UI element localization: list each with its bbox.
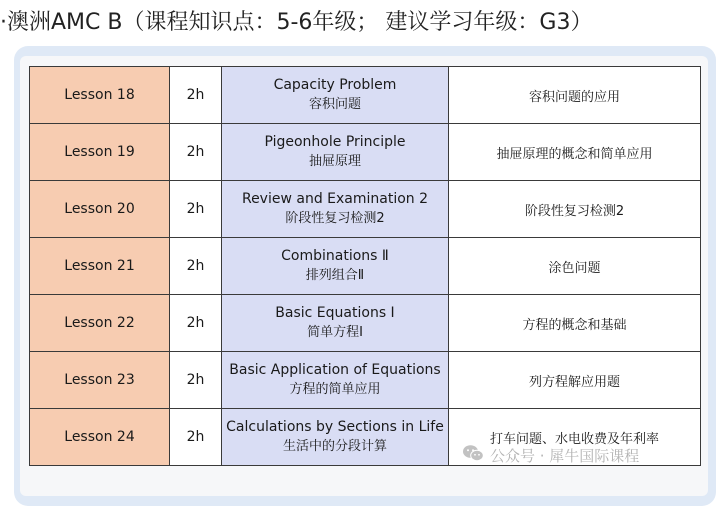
topic-cell — [222, 67, 449, 124]
lesson-number-cell: Lesson 23 — [30, 352, 170, 409]
topic-cell — [222, 352, 449, 409]
duration-cell: 2h — [170, 181, 222, 238]
topic-cell — [222, 238, 449, 295]
content-cell: 打车问题、水电收费及年利率 — [449, 409, 701, 466]
duration-cell: 2h — [170, 295, 222, 352]
duration-cell: 2h — [170, 238, 222, 295]
lesson-number-cell: Lesson 20 — [30, 181, 170, 238]
content-cell: 抽屉原理的概念和简单应用 — [449, 124, 701, 181]
table-row — [30, 124, 701, 181]
duration-cell: 2h — [170, 352, 222, 409]
page-title: ·澳洲AMC B（课程知识点：5-6年级； 建议学习年级：G3） — [0, 10, 593, 35]
topic-cell — [222, 295, 449, 352]
lesson-number-cell: Lesson 22 — [30, 295, 170, 352]
table-row — [30, 295, 701, 352]
table-row — [30, 67, 701, 124]
lesson-number-cell: Lesson 18 — [30, 67, 170, 124]
table-row — [30, 181, 701, 238]
topic-english: Pigeonhole Principle — [264, 134, 406, 150]
duration-cell: 2h — [170, 124, 222, 181]
wechat-icon — [462, 444, 484, 469]
table-row — [30, 238, 701, 295]
topic-english: Capacity Problem — [273, 77, 397, 93]
topic-chinese: 容积问题 — [308, 97, 361, 112]
topic-english: Review and Examination 2 — [241, 191, 429, 207]
topic-cell — [222, 409, 449, 466]
topic-english: Combinations Ⅱ — [281, 248, 389, 264]
topic-cell — [222, 181, 449, 238]
content-cell: 涂色问题 — [449, 238, 701, 295]
content-cell: 方程的概念和基础 — [449, 295, 701, 352]
topic-chinese: 排列组合Ⅱ — [305, 268, 365, 283]
topic-chinese: 方程的简单应用 — [289, 382, 381, 397]
duration-cell: 2h — [170, 409, 222, 466]
duration-cell: 2h — [170, 67, 222, 124]
topic-chinese: 生活中的分段计算 — [282, 439, 387, 454]
content-cell: 列方程解应用题 — [449, 352, 701, 409]
topic-english: Calculations by Sections in Life — [226, 419, 444, 435]
content-cell: 阶段性复习检测2 — [449, 181, 701, 238]
topic-chinese: 阶段性复习检测2 — [285, 211, 385, 226]
table-row — [30, 352, 701, 409]
topic-chinese: 抽屉原理 — [308, 154, 361, 169]
watermark — [462, 444, 639, 468]
topic-english: Basic Application of Equations — [229, 362, 441, 378]
lesson-number-cell: Lesson 19 — [30, 124, 170, 181]
lesson-table — [29, 66, 701, 466]
topic-english: Basic Equations Ⅰ — [275, 305, 395, 321]
lesson-number-cell: Lesson 24 — [30, 409, 170, 466]
lesson-number-cell: Lesson 21 — [30, 238, 170, 295]
content-cell: 容积问题的应用 — [449, 67, 701, 124]
topic-cell — [222, 124, 449, 181]
watermark-text: 公众号 · 犀牛国际课程 — [490, 447, 640, 465]
topic-chinese: 简单方程Ⅰ — [307, 325, 363, 340]
